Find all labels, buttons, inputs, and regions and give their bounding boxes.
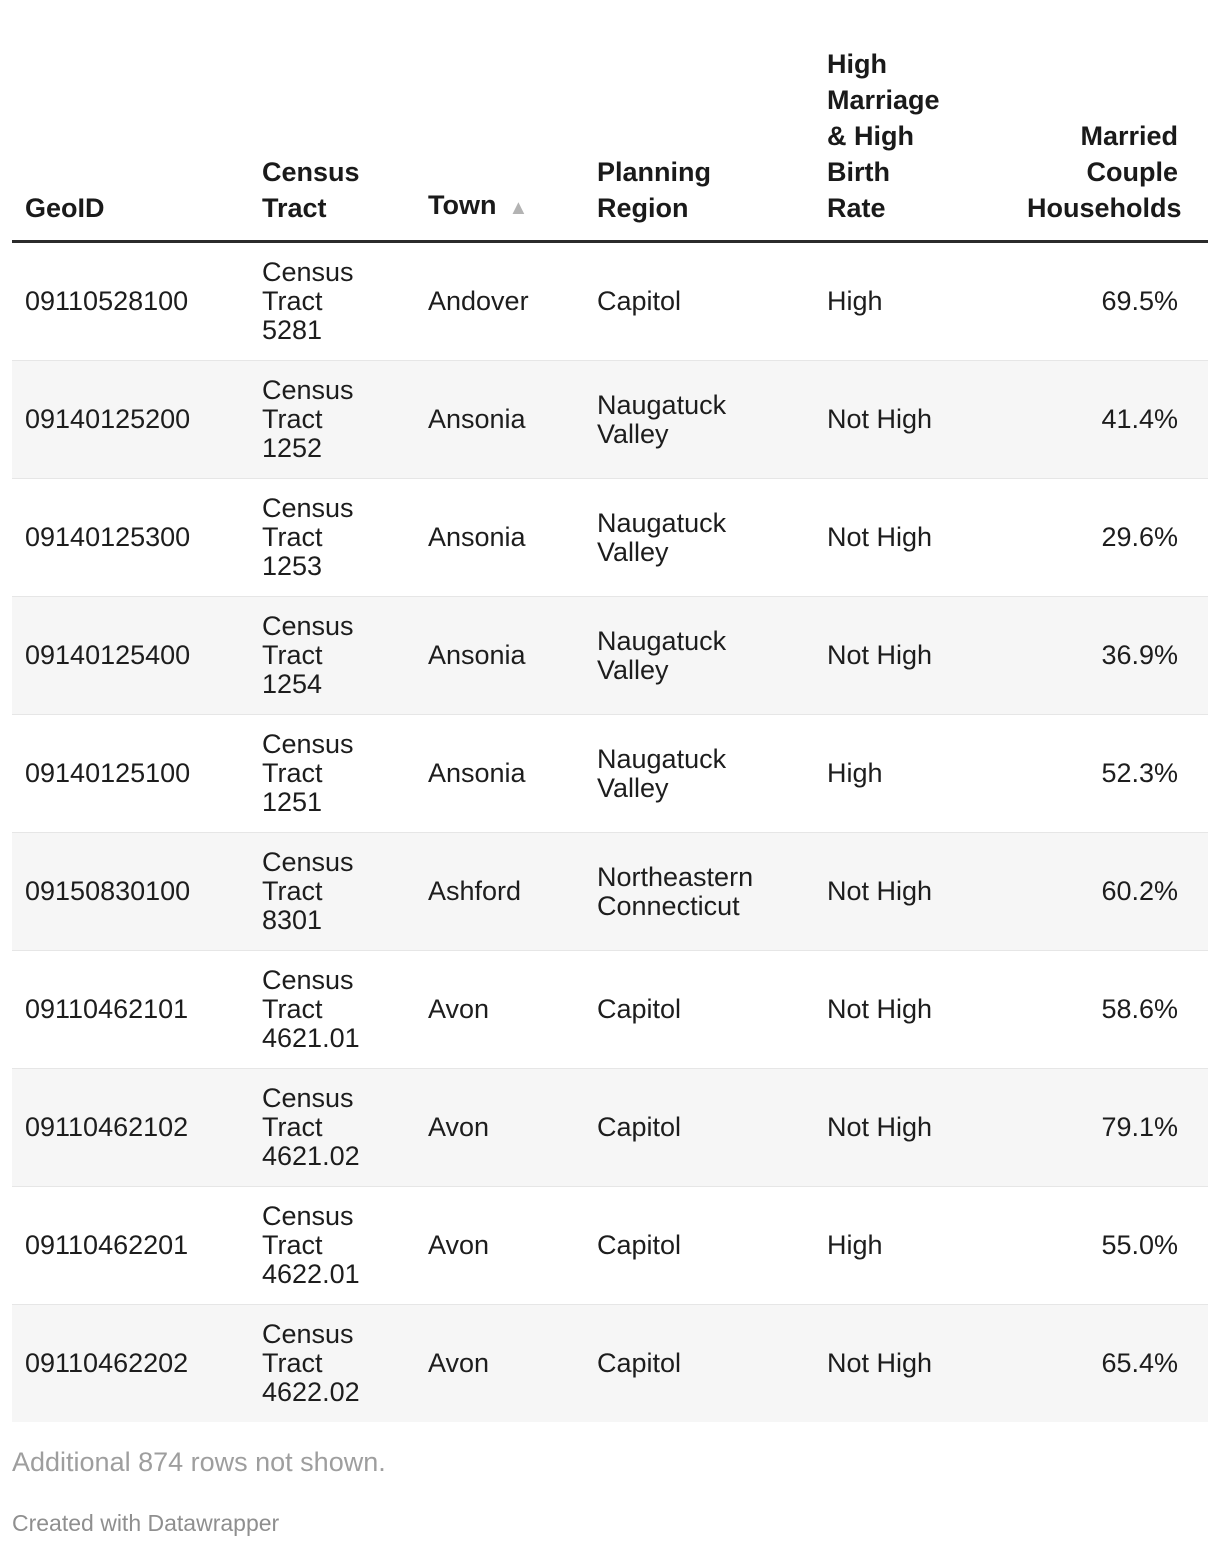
- cell-planning-region-text: Naugatuck Valley: [597, 625, 727, 685]
- cell-married-couple-pct: 29.6%: [1014, 479, 1208, 597]
- col-header-married-couple-households[interactable]: [1014, 46, 1208, 242]
- cell-census-tract: [249, 1187, 415, 1305]
- cell-planning-region: [584, 597, 814, 715]
- cell-married-couple-pct: 58.6%: [1014, 951, 1208, 1069]
- header-row: [12, 46, 1208, 242]
- table-row: [12, 242, 1208, 361]
- cell-married-couple-pct: 65.4%: [1014, 1305, 1208, 1423]
- cell-married-couple-pct: 60.2%: [1014, 833, 1208, 951]
- cell-geoid: 09110462102: [12, 1069, 249, 1187]
- cell-census-tract-text: Census Tract 4621.01: [262, 965, 360, 1053]
- cell-town: Ansonia: [415, 715, 584, 833]
- cell-geoid: 09140125300: [12, 479, 249, 597]
- cell-town: Avon: [415, 1187, 584, 1305]
- table-row: [12, 715, 1208, 833]
- cell-planning-region-text: Capitol: [597, 1230, 682, 1260]
- table-header: [12, 46, 1208, 242]
- cell-census-tract-text: Census Tract 1254: [262, 611, 354, 699]
- cell-geoid: 09140125200: [12, 361, 249, 479]
- cell-geoid: 09140125100: [12, 715, 249, 833]
- col-header-census-tract[interactable]: [249, 46, 415, 242]
- col-header-planning-region-label: Planning Region: [597, 157, 711, 223]
- cell-town: Avon: [415, 1305, 584, 1423]
- cell-geoid: 09150830100: [12, 833, 249, 951]
- cell-planning-region-text: Capitol: [597, 1112, 682, 1142]
- cell-marriage-birth-rate: Not High: [814, 1069, 1014, 1187]
- cell-married-couple-pct: 55.0%: [1014, 1187, 1208, 1305]
- cell-census-tract-text: Census Tract 5281: [262, 257, 354, 345]
- col-header-census-tract-label: Census Tract: [262, 157, 360, 223]
- cell-town: Ashford: [415, 833, 584, 951]
- cell-planning-region: [584, 1187, 814, 1305]
- datawrapper-attribution-link[interactable]: Created with Datawrapper: [12, 1510, 280, 1536]
- cell-census-tract: [249, 479, 415, 597]
- cell-census-tract: [249, 1305, 415, 1423]
- table-row: [12, 1187, 1208, 1305]
- table-row: [12, 833, 1208, 951]
- cell-marriage-birth-rate: Not High: [814, 597, 1014, 715]
- table-row: [12, 951, 1208, 1069]
- cell-marriage-birth-rate: High: [827, 286, 883, 316]
- cell-geoid: 09110462201: [12, 1187, 249, 1305]
- cell-census-tract-text: Census Tract 4622.02: [262, 1319, 360, 1407]
- cell-planning-region: [584, 1305, 814, 1423]
- cell-census-tract: [249, 242, 415, 361]
- cell-planning-region-text: Naugatuck Valley: [597, 743, 727, 803]
- cell-census-tract-text: Census Tract 8301: [262, 847, 354, 935]
- cell-planning-region: [584, 715, 814, 833]
- cell-married-couple-pct: 79.1%: [1014, 1069, 1208, 1187]
- cell-marriage-birth-rate: High: [814, 715, 1014, 833]
- cell-town: Andover: [428, 286, 529, 316]
- cell-planning-region-text: Capitol: [597, 286, 682, 316]
- cell-married-couple-pct: 69.5%: [1101, 286, 1178, 316]
- cell-marriage-birth-rate: Not High: [814, 1305, 1014, 1423]
- cell-married-couple-pct: 41.4%: [1014, 361, 1208, 479]
- col-header-town-label: Town: [428, 190, 497, 220]
- cell-geoid: 09110462202: [12, 1305, 249, 1423]
- cell-planning-region-text: Capitol: [597, 994, 682, 1024]
- cell-planning-region: [584, 361, 814, 479]
- col-header-marriage-birth-rate-label: High Marriage & High Birth Rate: [827, 49, 940, 223]
- cell-marriage-birth-rate: Not High: [814, 833, 1014, 951]
- cell-town: Avon: [415, 951, 584, 1069]
- rows-not-shown-note: Additional 874 rows not shown.: [12, 1447, 386, 1477]
- table-row: [12, 361, 1208, 479]
- cell-town: Avon: [415, 1069, 584, 1187]
- table-row: [12, 597, 1208, 715]
- cell-census-tract-text: Census Tract 4622.01: [262, 1201, 360, 1289]
- cell-married-couple-pct: 52.3%: [1014, 715, 1208, 833]
- cell-census-tract: [249, 361, 415, 479]
- cell-geoid: 09110462101: [12, 951, 249, 1069]
- cell-geoid: 09110528100: [25, 286, 189, 316]
- cell-planning-region: [584, 479, 814, 597]
- cell-planning-region-text: Northeastern Connecticut: [597, 861, 754, 921]
- cell-census-tract-text: Census Tract 1252: [262, 375, 354, 463]
- cell-married-couple-pct: 36.9%: [1014, 597, 1208, 715]
- cell-marriage-birth-rate: High: [814, 1187, 1014, 1305]
- census-table: [12, 46, 1208, 1422]
- col-header-married-couple-households-label: Married Couple Households: [1027, 121, 1182, 223]
- cell-census-tract: [249, 715, 415, 833]
- cell-town: Ansonia: [415, 479, 584, 597]
- cell-marriage-birth-rate: Not High: [814, 951, 1014, 1069]
- col-header-town[interactable]: [415, 46, 584, 242]
- cell-census-tract-text: Census Tract 4621.02: [262, 1083, 360, 1171]
- col-header-planning-region[interactable]: [584, 46, 814, 242]
- cell-census-tract: [249, 597, 415, 715]
- table-row: [12, 479, 1208, 597]
- cell-marriage-birth-rate: Not High: [814, 479, 1014, 597]
- cell-planning-region: [584, 242, 814, 361]
- cell-marriage-birth-rate: Not High: [814, 361, 1014, 479]
- cell-planning-region: [584, 1069, 814, 1187]
- cell-town: Ansonia: [415, 597, 584, 715]
- cell-census-tract-text: Census Tract 1251: [262, 729, 354, 817]
- col-header-marriage-birth-rate[interactable]: [814, 46, 1014, 242]
- cell-census-tract: [249, 833, 415, 951]
- table-body: [12, 242, 1208, 1423]
- cell-planning-region-text: Naugatuck Valley: [597, 507, 727, 567]
- cell-census-tract: [249, 1069, 415, 1187]
- col-header-geoid[interactable]: GeoID: [12, 46, 249, 242]
- cell-planning-region: [584, 951, 814, 1069]
- cell-town: Ansonia: [415, 361, 584, 479]
- cell-census-tract-text: Census Tract 1253: [262, 493, 354, 581]
- table-row: [12, 1305, 1208, 1423]
- cell-planning-region-text: Capitol: [597, 1348, 682, 1378]
- table-row: [12, 1069, 1208, 1187]
- cell-planning-region-text: Naugatuck Valley: [597, 389, 727, 449]
- cell-geoid: 09140125400: [12, 597, 249, 715]
- cell-census-tract: [249, 951, 415, 1069]
- sort-ascending-icon: ▲: [508, 197, 529, 219]
- cell-planning-region: [584, 833, 814, 951]
